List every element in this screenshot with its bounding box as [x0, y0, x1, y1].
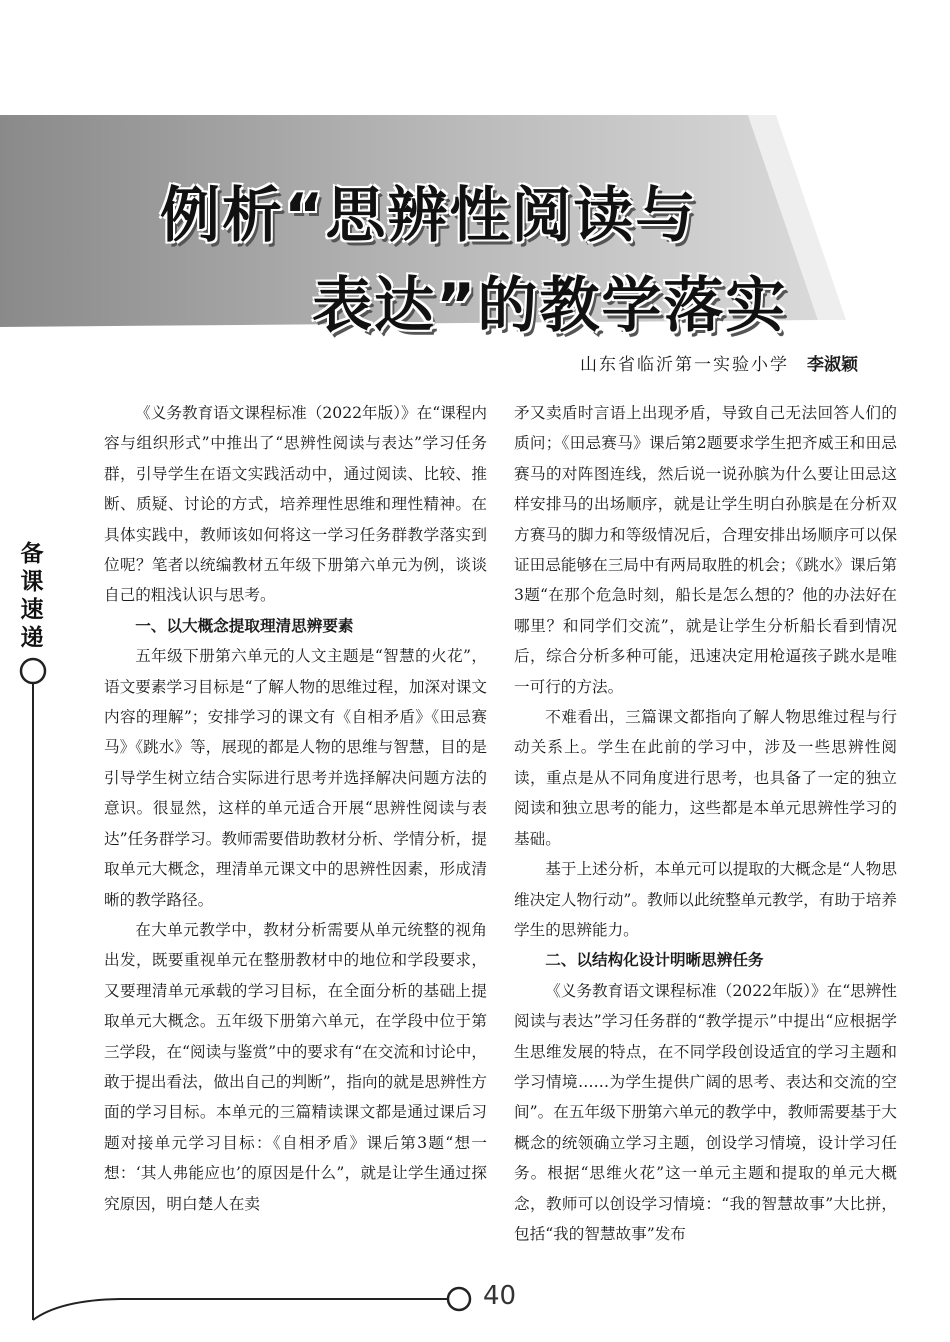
section-label-char: 速	[20, 597, 44, 623]
right-column	[514, 398, 897, 1249]
paragraph: 《义务教育语文课程标准（2022年版）》在“思辨性阅读与表达”学习任务群的“教学提示”中提出“应根据学生思维发展的特点，在不同学段创设适宜的学习主题和学习情境……为学生提供广阔的思考、表达和交流的空间”。在五年级下册第六单元的教学中，教师需要基于大概念的统领确立学习主题，创设学习情境，设计学习任务。根据“思维火花”这一单元主题和提取的单元大概念，教师可以创设学习情境：“我的智慧故事”大比拼，包括“我的智慧故事”发布	[514, 981, 897, 1243]
footer-rule	[33, 1299, 447, 1320]
article-title-line-1: 例析“思辨性阅读与	[160, 181, 698, 251]
section-label	[18, 540, 46, 652]
section-label-char: 课	[20, 569, 44, 595]
left-column	[104, 398, 487, 1219]
page-number: 40	[483, 1281, 517, 1311]
section-heading-1: 一、以大概念提取理清思辨要素	[135, 616, 354, 635]
author-name: 李淑颖	[807, 355, 858, 375]
paragraph: 矛又卖盾时言语上出现矛盾，导致自己无法回答人们的质问；《田忌赛马》课后第2题要求学生把齐威王和田忌赛马的对阵图连线，然后说一说孙膑为什么要让田忌这样安排马的出场顺序，就是让学生明白孙膑是在分析双方赛马的脚力和等级情况后，合理安排出场顺序可以保证田忌能够在三局中有两局取胜的机会；《跳水》课后第3题“在那个危急时刻，船长是怎么想的？他的办法好在哪里？和同学们交流”，就是让学生分析船长看到情况后，综合分析多种可能，迅速决定用枪逼孩子跳水是唯一可行的方法。	[514, 404, 897, 696]
paragraph: 不难看出，三篇课文都指向了解人物思维过程与行动关系上。学生在此前的学习中，涉及一些思辨性阅读，重点是从不同角度进行思考，也具备了一定的独立阅读和独立思考的能力，这些都是本单元思辨性学习的基础。	[514, 708, 897, 848]
section-label-char: 备	[20, 541, 44, 567]
article-title-line-2: 表达”的教学落实	[312, 271, 788, 341]
side-circle-icon	[21, 659, 45, 683]
footer-circle-icon	[448, 1288, 470, 1310]
author-affiliation: 山东省临沂第一实验小学	[580, 355, 789, 375]
paragraph: 在大单元教学中，教材分析需要从单元统整的视角出发，既要重视单元在整册教材中的地位和学段要求，又要理清单元承载的学习目标，在全面分析的基础上提取单元大概念。五年级下册第六单元，在学段中位于第三学段，在“阅读与鉴赏”中的要求有“在交流和讨论中，敢于提出看法，做出自己的判断”，指向的就是思辨性方面的学习目标。本单元的三篇精读课文都是通过课后习题对接单元学习目标：《自相矛盾》课后第3题“想一想：‘其人弗能应也’的原因是什么”，就是让学生通过探究原因，明白楚人在卖	[104, 920, 487, 1213]
paragraph: 五年级下册第六单元的人文主题是“智慧的火花”，语文要素学习目标是“了解人物的思维过程，加深对课文内容的理解”；安排学习的课文有《自相矛盾》《田忌赛马》《跳水》等，展现的都是人物的思维与智慧，目的是引导学生树立结合实际进行思考并选择解决问题方法的意识。很显然，这样的单元适合开展“思辨性阅读与表达”任务群学习。教师需要借助教材分析、学情分析，提取单元大概念，理清单元课文中的思辨性因素，形成清晰的教学路径。	[104, 647, 487, 909]
section-heading-2: 二、以结构化设计明晰思辨任务	[545, 951, 764, 970]
section-label-char: 递	[20, 625, 44, 651]
paragraph: 《义务教育语文课程标准（2022年版）》在“课程内容与组织形式”中推出了“思辨性阅读与表达”学习任务群，引导学生在语文实践活动中，通过阅读、比较、推断、质疑、讨论的方式，培养理性思维和理性精神。在具体实践中，教师该如何将这一学习任务群教学落实到位呢？笔者以统编教材五年级下册第六单元为例，谈谈自己的粗浅认识与思考。	[104, 404, 487, 605]
paragraph: 基于上述分析，本单元可以提取的大概念是“人物思维决定人物行动”。教师以此统整单元教学，有助于培养学生的思辨能力。	[514, 860, 897, 939]
